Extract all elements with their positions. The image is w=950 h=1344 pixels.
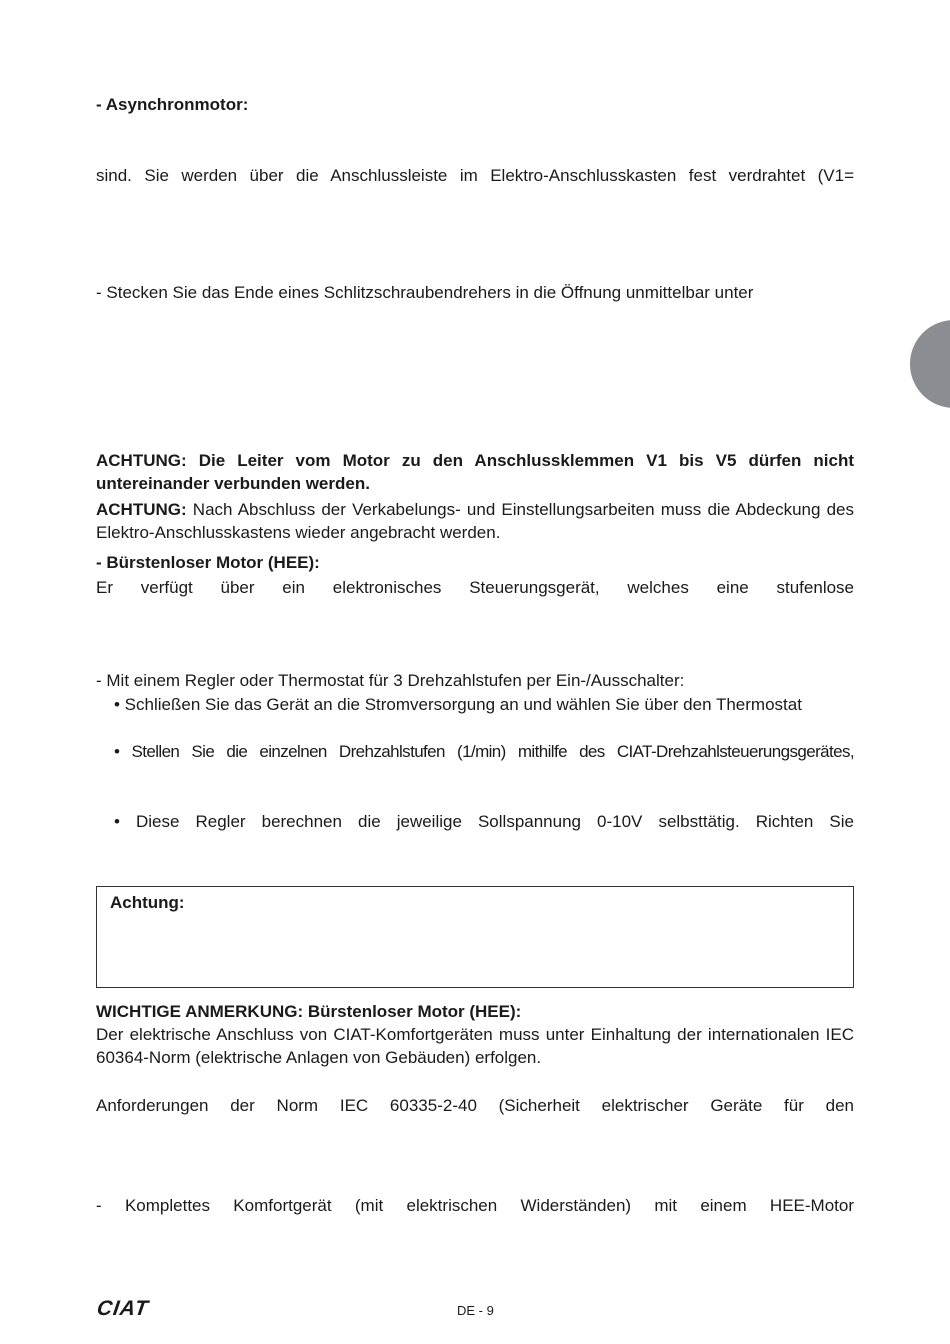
bullet-set-speeds: • Stellen Sie die einzelnen Drehzahlstufen (1/min) mithilfe des CIAT-Drehzahlsteuerungsgerätes,: [114, 742, 854, 761]
paragraph-asynchron-wiring: sind. Sie werden über die Anschlussleiste im Elektro-Anschlusskasten fest verdrahtet (V1=: [96, 166, 854, 185]
paragraph-iec-requirements: Anforderungen der Norm IEC 60335-2-40 (Sicherheit elektrischer Geräte für den: [96, 1096, 854, 1115]
warning-cover-label: ACHTUNG:: [96, 500, 187, 519]
notice-box-title: Achtung:: [110, 893, 185, 912]
warning-conductors: ACHTUNG: Die Leiter vom Motor zu den Anschlussklemmen V1 bis V5 dürfen nicht untereinander verbunden werden.: [96, 451, 854, 493]
paragraph-komplett-geraet: - Komplettes Komfortgerät (mit elektrischen Widerständen) mit einem HEE-Motor: [96, 1196, 854, 1215]
important-note-heading: WICHTIGE ANMERKUNG: Bürstenloser Motor (HEE):: [96, 1002, 522, 1021]
paragraph-regler-3-speeds: - Mit einem Regler oder Thermostat für 3 Drehzahlstufen per Ein-/Ausschalter:: [96, 671, 685, 690]
bullet-connect-power: • Schließen Sie das Gerät an die Stromversorgung an und wählen Sie über den Thermostat: [114, 695, 802, 714]
paragraph-hee-controller: Er verfügt über ein elektronisches Steuerungsgerät, welches eine stufenlose: [96, 578, 854, 597]
chapter-tab-marker: [910, 320, 950, 408]
paragraph-screwdriver: - Stecken Sie das Ende eines Schlitzschraubendrehers in die Öffnung unmittelbar unter: [96, 283, 754, 302]
important-note-text: Der elektrische Anschluss von CIAT-Komfortgeräten muss unter Einhaltung der internationalen IEC 60364-Norm (elektrische Anlagen von Gebäuden) erfolgen.: [96, 1025, 854, 1067]
page-number: DE - 9: [457, 1303, 494, 1318]
ciat-logo: CIAT: [95, 1297, 151, 1320]
section-heading-asynchronmotor: - Asynchronmotor:: [96, 95, 249, 114]
bullet-setpoint-voltage: • Diese Regler berechnen die jeweilige Sollspannung 0-10V selbsttätig. Richten Sie: [114, 812, 854, 831]
notice-box: [96, 886, 854, 988]
warning-cover: [96, 498, 854, 544]
warning-cover-text: Nach Abschluss der Verkabelungs- und Einstellungsarbeiten muss die Abdeckung des Elektro-Anschlusskastens wieder angebracht werden.: [96, 500, 854, 542]
section-heading-hee-motor: - Bürstenloser Motor (HEE):: [96, 553, 320, 572]
